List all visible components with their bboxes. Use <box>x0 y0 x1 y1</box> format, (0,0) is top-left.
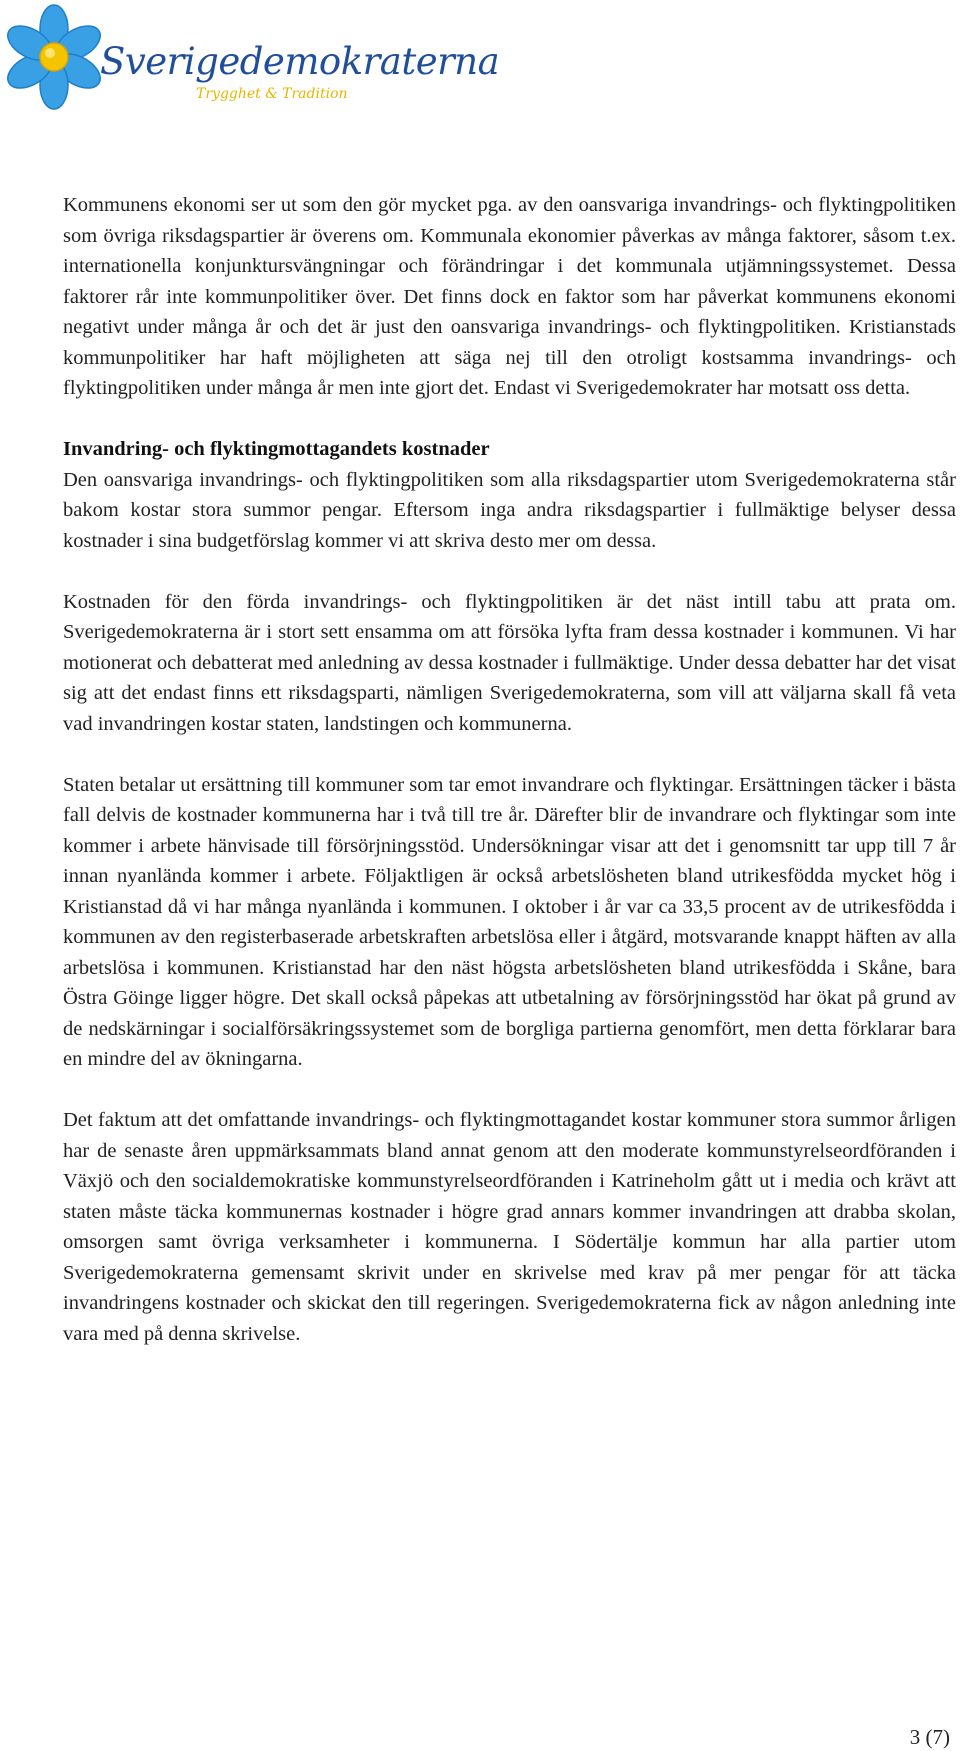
document-header <box>0 0 500 120</box>
paragraph: Kostnaden för den förda invandrings- och flyktingpolitiken är det näst intill tabu att prata om. Sverigedemokraterna är i stort sett ensamma om att försöka lyfta fram dessa kostnader i kommunen. Vi har motionerat och debatterat med anledning av dessa kostnader i fullmäktige. Under dessa debatter har det visat sig att det endast finns ett riksdagsparti, nämligen Sverigedemokraterna, som vill att väljarna skall få veta vad invandringen kostar staten, landstingen och kommunerna. <box>63 590 956 735</box>
section-heading: Invandring- och flyktingmottagandets kostnader <box>63 438 490 460</box>
logo-wordmark: Sverigedemokraterna <box>100 40 500 83</box>
paragraph: Det faktum att det omfattande invandrings- och flyktingmottagandet kostar kommuner stora summor årligen har de senaste åren uppmärksammats bland annat genom att den moderate kommunstyrelseordföranden i Växjö och den socialdemokratiske kommunstyrelseordföranden i Katrineholm gått ut i media och krävt att staten måste täcka kommunernas kostnader i högre grad annars kommer invandringen att drabba skolan, omsorgen samt övriga verksamheter i kommunerna. I Södertälje kommun har alla partier utom Sverigedemokraterna gemensamt skrivit under en skrivelse med krav på mer pengar för att täcka invandringens kostnader och skickat den till regeringen. Sverigedemokraterna fick av någon anledning inte vara med på denna skrivelse. <box>63 1109 956 1345</box>
paragraph: Kommunens ekonomi ser ut som den gör mycket pga. av den oansvariga invandrings- och flyktingpolitiken som övriga riksdagspartier är överens om. Kommunala ekonomier påverkas av många faktorer, såsom t.ex. internationella konjunktursvängningar och förändringar i det kommunala utjämningssystemet. Dessa faktorer rår inte kommunpolitiker över. Det finns dock en faktor som har påverkat kommunens ekonomi negativt under många år och det är just den oansvariga invandrings- och flyktingpolitiken. Kristianstads kommunpolitiker har haft möjligheten att säga nej till den otroligt kostsamma invandrings- och flyktingpolitiken under många år men inte gjort det. Endast vi Sverigedemokrater har motsatt oss detta. <box>63 194 956 399</box>
logo-tagline: Trygghet & Tradition <box>196 86 348 102</box>
document-body <box>63 190 956 1380</box>
page-number: 3 (7) <box>909 1725 950 1749</box>
paragraph: Den oansvariga invandrings- och flyktingpolitiken som alla riksdagspartier utom Sverigedemokraterna står bakom kostar stora summor pengar. Eftersom inga andra riksdagspartier i fullmäktige belyser dessa kostnader i sina budgetförslag kommer vi att skriva desto mer om dessa. <box>63 468 956 552</box>
paragraph: Staten betalar ut ersättning till kommuner som tar emot invandrare och flyktingar. Ersättningen täcker i bästa fall delvis de kostnader kommunerna har i två till tre år. Därefter blir de invandrare och flyktingar som inte kommer i arbete hänvisade till försörjningsstöd. Undersökningar visar att det i genomsnitt tar upp till 7 år innan nyanlända kommer i arbete. Följaktligen är också arbetslösheten bland utrikesfödda mycket hög i Kristianstad då vi har många nyanlända i kommunen. I oktober i år var ca 33,5 procent av de utrikesfödda i kommunen av den registerbaserade arbetskraften arbetslösa eller i åtgärd, motsvarande knappt häften av alla arbetslösa i kommunen. Kristianstad har den näst högsta arbetslösheten bland utrikesfödda i Skåne, bara Östra Göinge ligger högre. Det skall också påpekas att utbetalning av försörjningsstöd har ökat på grund av de nedskärningar i socialförsäkringssystemet som de borgliga partierna genomfört, men detta förklarar bara en mindre del av ökningarna. <box>63 773 956 1070</box>
flower-logo-icon <box>4 2 110 112</box>
